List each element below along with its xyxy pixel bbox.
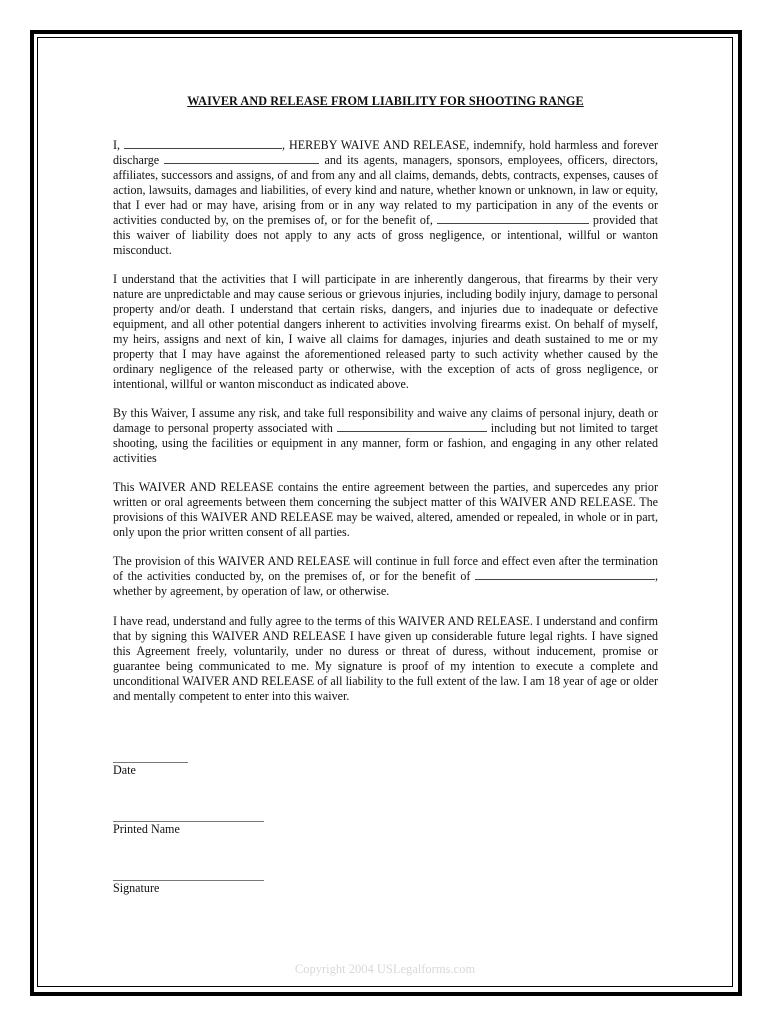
paragraph-acknowledgement: I have read, understand and fully agree to the terms of this WAIVER AND RELEASE. I understand and confirm that by signing this WAIVER AND RELEASE I have given up considerable future legal rights. I have signed this Agreement freely, voluntarily, under no duress or threat of duress, without inducement, promise or guarantee being communicated to me. My signature is proof of my intention to execute a complete and unconditional WAIVER AND RELEASE of all liability to the full extent of the law. I am 18 year of age or older and mentally competent to enter into this waiver. (113, 614, 658, 703)
copyright-footer: Copyright 2004 USLegalforms.com (294, 962, 476, 976)
printed-name-label: Printed Name (113, 822, 180, 836)
p5-text-a: The provision of this WAIVER AND RELEASE will continue in full force and effect even after the termination of the activities conducted by, on the premises of, or for the benefit of (113, 554, 658, 583)
releasor-name-blank[interactable] (124, 138, 282, 149)
p1-body-text: and its agents, managers, sponsors, employees, officers, directors, affiliates, successors and assigns, of and from any and all claims, demands, debts, contracts, expenses, causes of action, lawsuits, damages and liabilities, of every kind and nature, whether known or unknown, in law or equity, that I ever had or may have, arising from or in any way related to my participation in any of the events or activities conducted by, on the premises of, or for the benefit of, (113, 153, 658, 227)
paragraph-risks: I understand that the activities that I will participate in are inherently dangerous, that firearms by their very nature are unpredictable and may cause serious or grievous injuries, including bodily injury, damage to personal property and/or death. I understand that certain risks, dangers, and injuries due to inadequate or defective equipment, and all other potential dangers inherent to activities involving firearms exist. On behalf of myself, my heirs, assigns and next of kin, I waive all claims for damages, injuries and death sustained to me or my property that I may have against the aforementioned released party to such activity whether caused by the ordinary negligence of the released party or otherwise, with the exception of acts of gross negligence, or intentional, willful or wanton misconduct as indicated above. (113, 272, 658, 391)
p5-text-b: , whether by agreement, by operation of law, or otherwise. (113, 569, 658, 598)
date-label: Date (113, 763, 136, 777)
signature-label: Signature (113, 881, 160, 895)
paragraph-entire-agreement: This WAIVER AND RELEASE contains the entire agreement between the parties, and supercedes any prior written or oral agreements between them concerning the subject matter of this WAIVER AND RELEASE. The provisions of this WAIVER AND RELEASE may be waived, altered, amended or repealed, in whole or in part, only upon the prior written consent of all parties. (113, 480, 658, 539)
p1-intro: I, (113, 138, 121, 152)
document-title: WAIVER AND RELEASE FROM LIABILITY FOR SHOOTING RANGE (187, 94, 584, 108)
p1-waive-text: , HEREBY WAIVE AND RELEASE, indemnify, hold harmless and forever discharge (113, 138, 658, 167)
p1-proviso-text: provided that this waiver of liability does not apply to any acts of gross negligence, or intentional, willful or wanton misconduct. (113, 213, 659, 257)
continuation-party-blank[interactable] (475, 569, 655, 580)
benefit-party-blank[interactable] (437, 213, 589, 224)
paragraph-assumption (113, 406, 658, 466)
p3-text-b: including but not limited to target shooting, using the facilities or equipment in any manner, form or fashion, and engaging in any other related activities (113, 421, 658, 465)
associated-party-blank[interactable] (337, 421, 487, 432)
paragraph-release (113, 138, 658, 258)
released-party-blank[interactable] (164, 153, 319, 164)
paragraph-continuation (113, 554, 658, 599)
p3-text-a: By this Waiver, I assume any risk, and take full responsibility and waive any claims of personal injury, death or damage to personal property associated with (113, 406, 658, 435)
